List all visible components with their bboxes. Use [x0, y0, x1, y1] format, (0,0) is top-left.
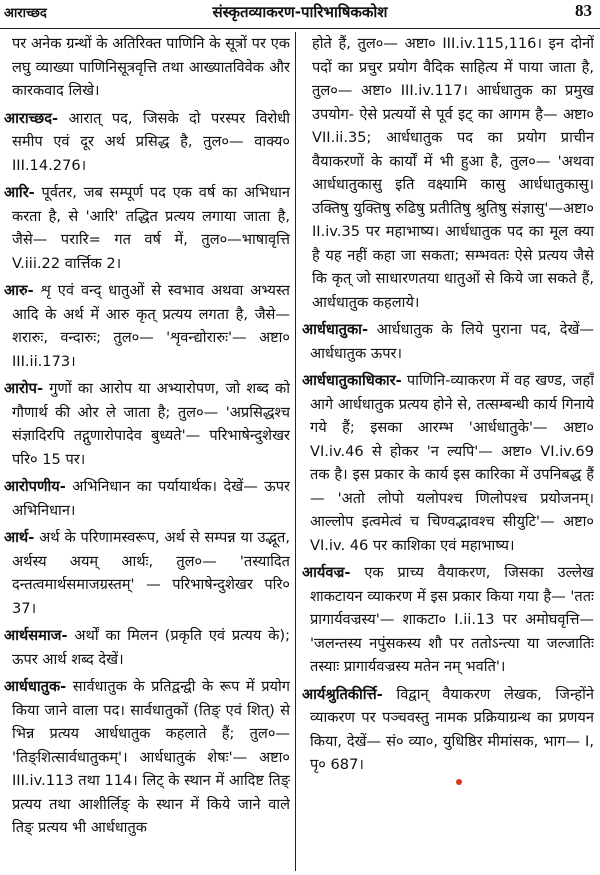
entry-headword: आराच्छद-	[4, 109, 59, 127]
dictionary-entry	[4, 107, 290, 178]
entry-headword: आरु-	[4, 282, 34, 299]
entry-headword: आर्थ-	[4, 529, 35, 546]
page-number: 83	[575, 1, 592, 20]
entry-text: विद्वान् वैयाकरण लेखक, जिन्होंने व्याकरण पर पञ्चवस्तु नामक प्रक्रियाग्रन्थ का प्रणयन किया, देखें— सं० व्या०, युधिष्ठिर मीमांसक, भाग— I, पृ० 687।	[310, 685, 594, 773]
entry-headword: आरोपणीय-	[4, 478, 66, 495]
page-header	[0, 0, 600, 29]
ink-dot-mark	[456, 779, 462, 785]
entry-headword: आर्थसमाज-	[4, 627, 68, 644]
entry-text: पूर्वतर, जब सम्पूर्ण पद एक वर्ष का अभिधान करता है, से 'आरि' तद्धित प्रत्यय लगाया जाता है, जैसे— परारि= गत वर्ष में, तुल०—भाषावृत्ति V.iii.22 वार्त्तिक 2।	[12, 184, 290, 272]
dictionary-entry	[4, 475, 290, 522]
dictionary-entry	[4, 279, 290, 373]
dictionary-entry	[302, 369, 594, 557]
entry-headword: आरि-	[4, 184, 35, 201]
dictionary-entry	[4, 32, 290, 103]
entry-text: होते हैं, तुल०— अष्टा० III.iv.115,116। इन दोनों पदों का प्रचुर प्रयोग वैदिक साहित्य में पाया जाता है, तुल०— अष्टा० III.iv.117। आर्धधातुक का प्रमुख उपयोग- ऐसे प्रत्ययों से पूर्व इट् का आगम है— अष्टा० VII.ii.35; आर्धधातुक पद का प्रयोग प्राचीन वैयाकरणों के कार्यों में भी हुआ है, तुल०— 'अथवा आर्धधातुकासु इति वक्ष्यामि कासु आर्धधातुकासु। उक्तिषु युक्तिषु रुढिषु प्रतीतिषु श्रुतिषु संज्ञासु'—अष्टा० II.iv.35 पर महाभाष्य। आर्धधातुक पद का मूल क्या है यह नहीं कहा जा सकता; सम्भवतः ऐसे प्रत्यय जैसे कि कृत् जो साधारणतया धातुओं से किये जा सकते हैं, आर्धधातुक कहलाये।	[312, 35, 594, 311]
dictionary-entry	[4, 181, 290, 275]
entry-headword: आर्धधातुक-	[4, 678, 67, 695]
dictionary-entry	[302, 318, 594, 365]
entry-text: सार्वधातुक के प्रतिद्वन्द्वी के रूप में प्रयोग किया जाने वाला पद। सार्वधातुकों (तिङ् एवं शित्) से भिन्न प्रत्यय आर्धधातुक कहलाते हैं; तुल०— 'तिङ्शित्सार्वधातुकम्'। आर्धधातुकं शेषः'— अष्टा० III.iv.113 तथा 114। लिट् के स्थान में आदिष्ट तिङ् प्रत्यय तथा आशीर्लिङ् के स्थान में किये जाने वाले तिङ् प्रत्यय भी आर्धधातुक	[12, 678, 290, 836]
column-divider	[295, 32, 296, 871]
dictionary-entry	[302, 32, 594, 314]
entry-text: पाणिनि-व्याकरण में वह खण्ड, जहाँ आगे आर्धधातुक प्रत्यय होने से, तत्सम्बन्धी कार्य गिनाये गये हैं; इसका आरम्भ 'आर्धधातुके'— अष्टा० VI.iv.46 से होकर 'न ल्यपि'— अष्टा० VI.iv.69 तक है। इस प्रकार के कार्य इस कारिका में उपनिबद्ध हैं— 'अतो लोपो यलोपश्च णिलोपश्च प्रयोजनम्। आल्लोप इत्वमेत्वं च चिण्वद्भावश्च सीयुटि'— अष्टा० VI.iv. 46 पर काशिका एवं महाभाष्य।	[310, 372, 594, 554]
left-column	[4, 32, 290, 871]
entry-text: अर्थों का मिलन (प्रकृति एवं प्रत्यय के); ऊपर आर्थ शब्द देखें।	[12, 627, 290, 668]
dictionary-entry	[4, 377, 290, 471]
entry-headword: आरोप-	[4, 380, 44, 397]
dictionary-entry	[4, 675, 290, 840]
dictionary-entry	[302, 561, 594, 679]
entry-headword: आर्यश्रुतिकीर्त्ति-	[302, 685, 383, 703]
entry-headword: आर्धधातुकाधिकार-	[302, 372, 402, 389]
dictionary-entry	[4, 624, 290, 671]
entry-text: एक प्राच्य वैयाकरण, जिसका उल्लेख शाकटायन व्याकरण में इस प्रकार किया गया है— 'ततः प्रागार्यवज्रस्य'— शाकटा० I.ii.13 पर अमोघवृत्ति— 'जलन्तस्य नपुंसकस्य शौ पर ततोऽन्त्या या जल्जातिः तस्याः प्रागार्यवज्रस्य मतेन नम् भवति'।	[310, 564, 594, 675]
entry-text: आर्धधातुक के लिये पुराना पद, देखें— आर्धधातुक ऊपर।	[310, 321, 594, 362]
entry-text: अर्थ के परिणामस्वरूप, अर्थ से सम्पन्न या उद्भूत, अर्थस्य अयम् आर्थः, तुल०— 'तस्यादित दन्तत्वमार्थसमाजग्रस्तम्' — परिभाषेन्दुशेखर परि० 37।	[12, 529, 290, 617]
running-head-title: संस्कृतव्याकरण-पारिभाषिककोश	[212, 3, 388, 21]
entry-text: पर अनेक ग्रन्थों के अतिरिक्त पाणिनि के सूत्रों पर एक लघु व्याख्या पाणिनिसूत्रवृत्ति तथा आख्यातविवेक और कारकवाद लिखे।	[12, 35, 290, 99]
right-column	[302, 32, 594, 871]
entry-text: शृ एवं वन्द् धातुओं से स्वभाव अथवा अभ्यस्त आदि के अर्थ में आरु कृत् प्रत्यय लगता है, जैसे— शरारुः, वन्दारुः; तुल०— 'शृवन्द्योरारुः'— अष्टा० III.ii.173।	[12, 282, 290, 370]
entry-headword: आर्धधातुका-	[302, 321, 369, 338]
entry-text: आरात् पद, जिसके दो परस्पर विरोधी समीप एवं दूर अर्थ प्रसिद्ध है, तुल०— वाक्य० III.14.276।	[12, 109, 290, 174]
entry-text: अभिनिधान का पर्यायार्थक। देखें— ऊपर अभिनिधान।	[12, 478, 290, 519]
entry-text: गुणों का आरोप या अभ्यारोपण, जो शब्द को गौणार्थ की ओर ले जाता है; तुल०— 'अप्रसिद्धश्च संज्ञादिरपि तद्गुणारोपादेव बुध्यते'— परिभाषेन्दुशेखर परि० 15 पर।	[12, 380, 290, 468]
running-head-left: आराच्छद	[4, 6, 47, 21]
entry-headword: आर्यवज्र-	[302, 564, 351, 581]
dictionary-entry	[4, 526, 290, 620]
dictionary-entry	[302, 683, 594, 777]
